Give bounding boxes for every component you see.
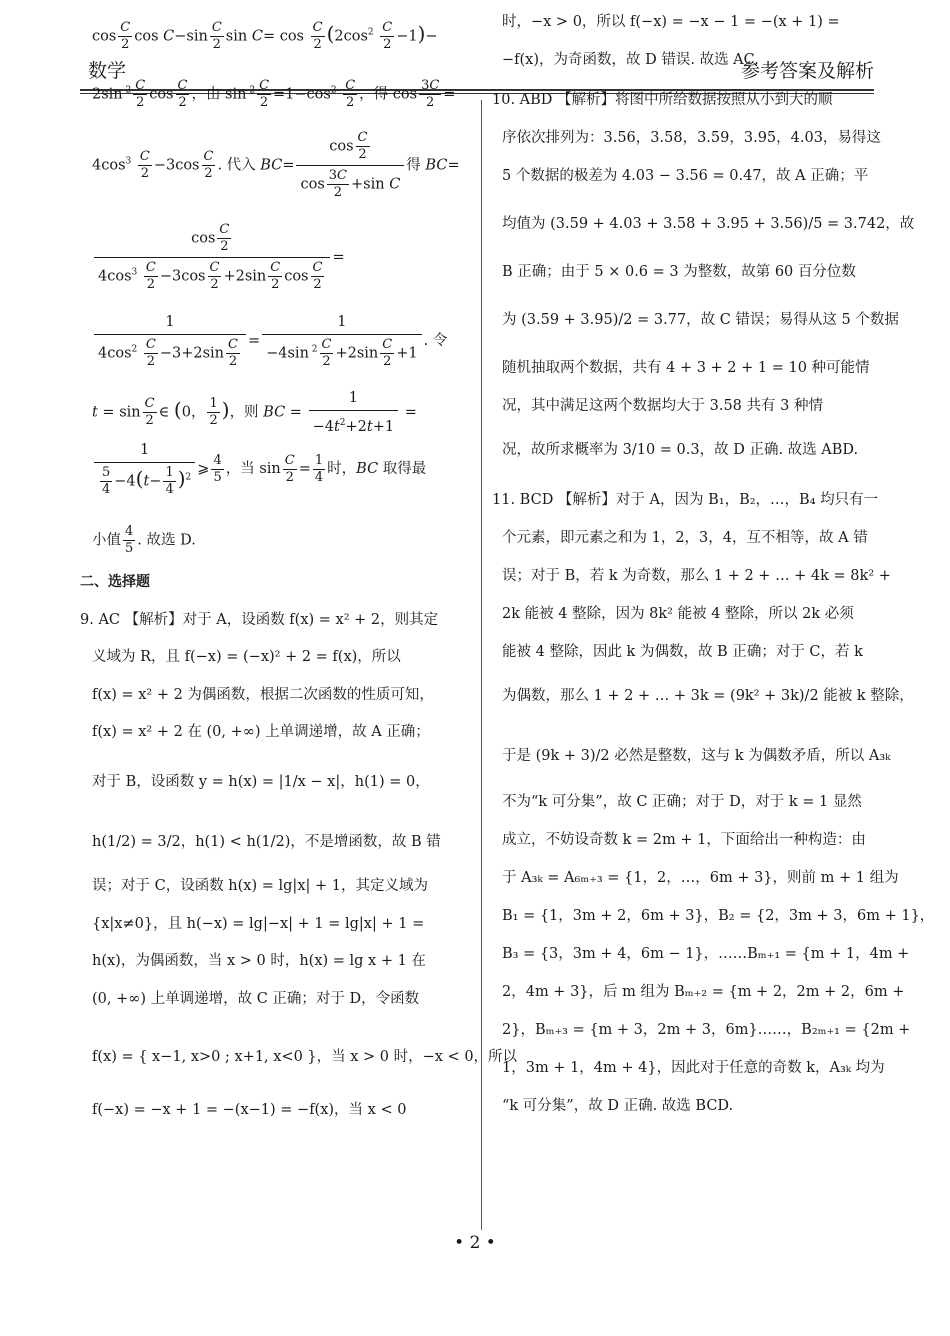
q9-line: h(x)，为偶函数，当 x > 0 时，h(x) = lg x + 1 在 [92,953,426,969]
q11-line: 2，4m + 3}，后 m 组为 Bₘ₊₂ = {m + 2，2m + 2，6m + [502,984,905,1000]
q10-line: 况，其中满足这两个数据均大于 3.58 共有 3 种情 [502,398,823,414]
q11-line: “k 可分集”，故 D 正确. 故选 BCD. [502,1098,734,1114]
q9-line: (0, +∞) 上单调递增，故 C 正确；对于 D，令函数 [92,991,420,1007]
q11-line: 成立，不妨设奇数 k = 2m + 1，下面给出一种构造：由 [502,832,866,848]
q9-line: 9. AC 【解析】对于 A，设函数 f(x) = x² + 2，则其定 [80,612,439,628]
section-title: 二、选择题 [80,574,150,590]
page-number: • 2 • [454,1233,496,1253]
math-line-2: 2sin $^2$ $\frac{C}{2}$ cos $\frac{C}{2}$ ，由 sin $^2$ $\frac{C}{2}$ $=1-\cos^2$ $\frac{C}{2}$ ，得 cos $\frac{3C}{2}$ = [92,78,456,110]
q11-line: 2k 能被 4 整除，因为 8k² 能被 4 整除，所以 2k 必须 [502,606,854,622]
subject-label: 数学 [88,60,127,82]
q10-line: 10. ABD 【解析】将图中所给数据按照从小到大的顺 [492,92,833,108]
q9-line: {x|x≠0}，且 h(−x) = lg|−x| + 1 = lg|x| + 1 = [92,916,425,932]
q11-line: 不为“k 可分集”，故 C 正确；对于 D，对于 k = 1 显然 [502,794,862,810]
q11-line: B₁ = {1，3m + 2，6m + 3}，B₂ = {2，3m + 3，6m + 1}， [502,908,935,924]
math-line-5: 1 $4\cos^2$ $\frac{C}{2}$ −3+2sin $\frac{C}{2}$ = 1 −4sin $^2$ $\frac{C}{2}$ +2sin $\frac{C}{2}$ +1 . 令 [92,312,447,370]
q9-cont-line: 时，−x > 0，所以 f(−x) = −x − 1 = −(x + 1) = [502,14,840,30]
q11-line: 11. BCD 【解析】对于 A，因为 B₁，B₂，…，B₄ 均只有一 [492,492,879,508]
math-line-3: $4\cos^3$ $\frac{C}{2}$ −3cos $\frac{C}{2}$ . 代入 BC= cos $\frac{C}{2}$ cos $\frac{3C}{2}$ +sin C 得 BC= [92,130,460,200]
math-line-4: cos $\frac{C}{2}$ $4\cos^3$ $\frac{C}{2}$ −3cos $\frac{C}{2}$ +2sin $\frac{C}{2}$ cos $\frac{C}{2}$ = [92,222,345,293]
q10-line: 序依次排列为：3.56，3.58，3.59，3.95，4.03，易得这 [502,130,881,146]
q11-line: 个元素，即元素之和为 1，2，3，4，互不相等，故 A 错 [502,530,868,546]
q9-line: f(x) = x² + 2 在 (0, +∞) 上单调递增，故 A 正确； [92,724,430,740]
q11-line: 1，3m + 1，4m + 4}，因此对于任意的奇数 k，A₃ₖ 均为 [502,1060,885,1076]
q11-line: 为偶数，那么 1 + 2 + … + 3k = (9k² + 3k)/2 能被 k 整除， [502,688,914,704]
q9-line: f(−x) = −x + 1 = −(x−1) = −f(x)，当 x < 0 [92,1102,407,1118]
q10-line: 5 个数据的极差为 4.03 − 3.56 = 0.47，故 A 正确；平 [502,168,869,184]
q10-line: B 正确；由于 5 × 0.6 = 3 为整数，故第 60 百分位数 [502,264,856,280]
q11-line: 2}，Bₘ₊₃ = {m + 3，2m + 3，6m}……，B₂ₘ₊₁ = {2m + [502,1022,911,1038]
q9-line: 对于 B，设函数 y = h(x) = |1/x − x|，h(1) = 0， [92,774,430,790]
math-line-8: 小值 $\frac{4}{5}$ . 故选 D. [92,524,196,556]
q9-line: h(1/2) = 3/2，h(1) < h(1/2)，不是增函数，故 B 错 [92,834,441,850]
q11-line: 于是 (9k + 3)/2 必然是整数，这与 k 为偶数矛盾，所以 A₃ₖ [502,748,891,764]
q9-line: 误；对于 C，设函数 h(x) = lg|x| + 1，其定义域为 [92,878,428,894]
q11-line: B₃ = {3，3m + 4，6m − 1}，……Bₘ₊₁ = {m + 1，4m + [502,946,910,962]
math-line-7: 1 $\frac{5}{4}$ −4(t− $\frac{1}{4}$ )$^2$ ⩾ $\frac{4}{5}$ ，当 sin $\frac{C}{2}$ = $\frac{1}{4}$ 时，BC 取得最 [92,440,426,498]
q10-line: 随机抽取两个数据，共有 4 + 3 + 2 + 1 = 10 种可能情 [502,360,870,376]
q11-line: 能被 4 整除，因此 k 为偶数，故 B 正确；对于 C，若 k [502,644,863,660]
header-title: 参考答案及解析 [740,60,874,82]
q9-line: f(x) = x² + 2 为偶函数，根据二次函数的性质可知， [92,687,434,703]
q10-line: 况，故所求概率为 3/10 = 0.3，故 D 正确. 故选 ABD. [502,442,859,458]
math-line-6: t = sin $\frac{C}{2}$ ∈ (0， $\frac{1}{2}$ )，则 BC = $\frac{1}{-4t^2+2t+1}$ = [92,390,417,435]
q10-line: 均值为 (3.59 + 4.03 + 3.58 + 3.95 + 3.56)/5 = 3.742，故 [502,216,915,232]
q9-cont-line: −f(x)，为奇函数，故 D 错误. 故选 AC. [502,52,759,68]
math-line-1: cos $\frac{C}{2}$ cos C−sin $\frac{C}{2}$ sin C= cos $\frac{C}{2}$ ($2\cos^2$ $\frac{C}{2}$ −1)− [92,20,438,52]
q10-line: 为 (3.59 + 3.95)/2 = 3.77，故 C 错误；易得从这 5 个数据 [502,312,899,328]
q9-line: f(x) = { x−1, x>0 ; x+1, x<0 }，当 x > 0 时，−x < 0，所以 [92,1049,518,1065]
q11-line: 于 A₃ₖ = A₆ₘ₊₃ = {1，2，…，6m + 3}，则前 m + 1 组为 [502,870,899,886]
q9-line: 义域为 R，且 f(−x) = (−x)² + 2 = f(x)，所以 [92,649,401,665]
q11-line: 误；对于 B，若 k 为奇数，那么 1 + 2 + … + 4k = 8k² + [502,568,891,584]
